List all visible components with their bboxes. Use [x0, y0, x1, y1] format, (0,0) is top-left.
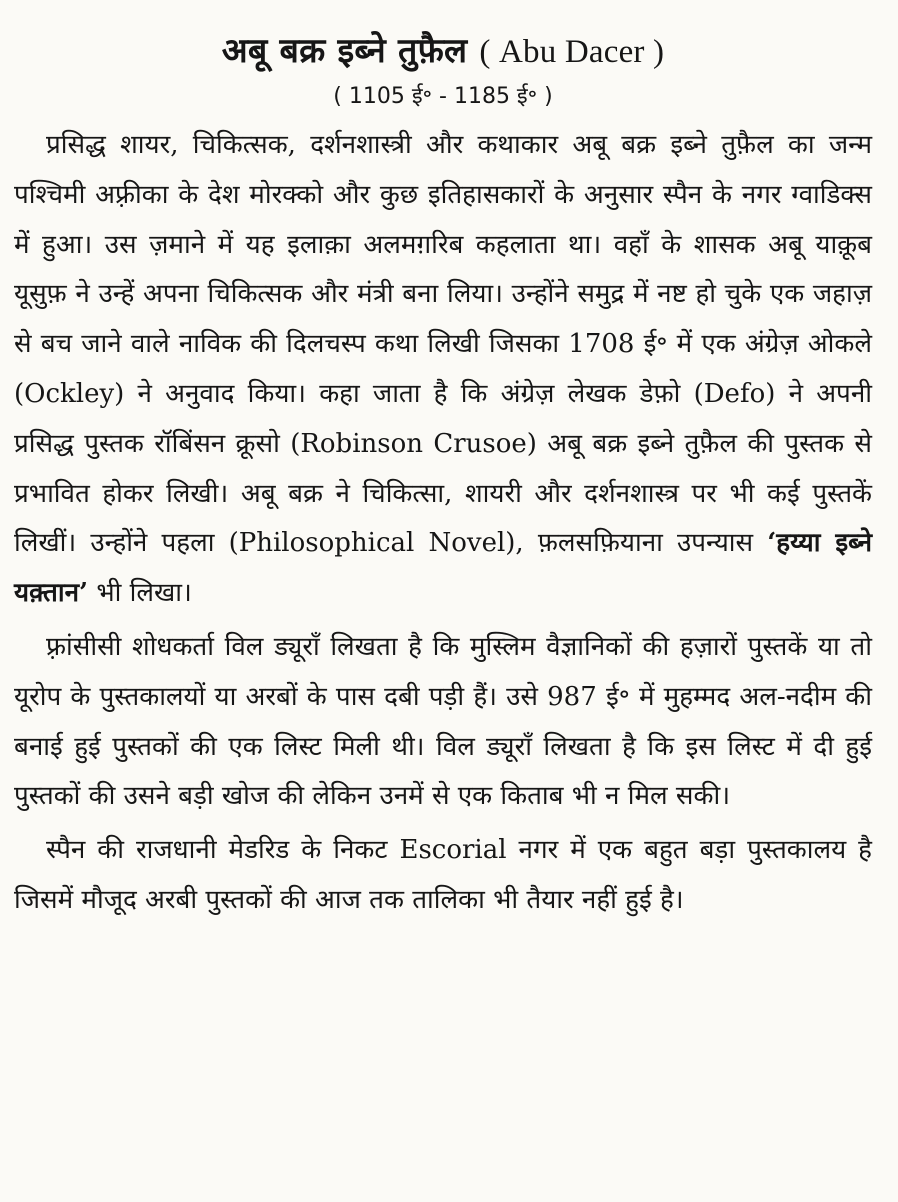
title-latin: ( Abu Dacer ) — [479, 34, 665, 70]
paragraph-1-text-b: भी लिखा। — [88, 578, 192, 609]
paragraph-3 — [14, 826, 872, 926]
paragraph-3-text: स्पैन की राजधानी मेडरिड के निकट Escorial नगर में एक बहुत बड़ा पुस्तकालय है जिसमें मौजूद अरबी पुस्तकों की आज तक तालिका भी तैयार नहीं हुई है। — [14, 835, 872, 915]
paragraph-1 — [14, 121, 872, 619]
paragraph-2-text: फ़्रांसीसी शोधकर्ता विल ड्यूराँ लिखता है कि मुस्लिम वैज्ञानिकों की हज़ारों पुस्तकें या तो यूरोप के पुस्तकालयों या अरबों के पास दबी पड़ी हैं। उसे 987 ई॰ में मुहम्मद अल-नदीम की बनाई हुई पुस्तकों की एक लिस्ट मिली थी। विल ड्यूराँ लिखता है कि इस लिस्ट में दी हुई पुस्तकों की उसने बड़ी खोज की लेकिन उनमें से एक किताब भी न मिल सकी। — [14, 631, 872, 812]
title-hindi: अबू बक्र इब्ने तुफ़ैल — [221, 31, 468, 71]
book-title-bold: ‘हय्या इब्ने यक़्तान’ — [14, 528, 872, 609]
page-title — [14, 28, 872, 75]
life-dates: ( 1105 ई॰ - 1185 ई॰ ) — [333, 84, 553, 109]
paragraph-2 — [14, 623, 872, 822]
paragraph-1-text-a: प्रसिद्ध शायर, चिकित्सक, दर्शनशास्त्री और कथाकार अबू बक्र इब्ने तुफ़ैल का जन्म पश्चिमी अफ़्रीका के देश मोरक्को और कुछ इतिहासकारों के अनुसार स्पैन के नगर ग्वाडिक्स में हुआ। उस ज़माने में यह इलाक़ा अलमग़रिब कहलाता था। वहाँ के शासक अबू याक़ूब यूसुफ़ ने उन्हें अपना चिकित्सक और मंत्री बना लिया। उन्होंने समुद्र में नष्ट हो चुके एक जहाज़ से बच जाने वाले नाविक की दिलचस्प कथा लिखी जिसका 1708 ई॰ में एक अंग्रेज़ ओकले (Ockley) ने अनुवाद किया। कहा जाता है कि अंग्रेज़ लेखक डेफ़ो (Defo) ने अपनी प्रसिद्ध पुस्तक रॉबिंसन क्रूसो (Robinson Crusoe) अबू बक्र इब्ने तुफ़ैल की पुस्तक से प्रभावित होकर लिखी। अबू बक्र ने चिकित्सा, शायरी और दर्शनशास्त्र पर भी कई पुस्तकें लिखीं। उन्होंने पहला (Philosophical Novel), फ़लसफ़ियाना उपन्यास — [14, 130, 872, 559]
